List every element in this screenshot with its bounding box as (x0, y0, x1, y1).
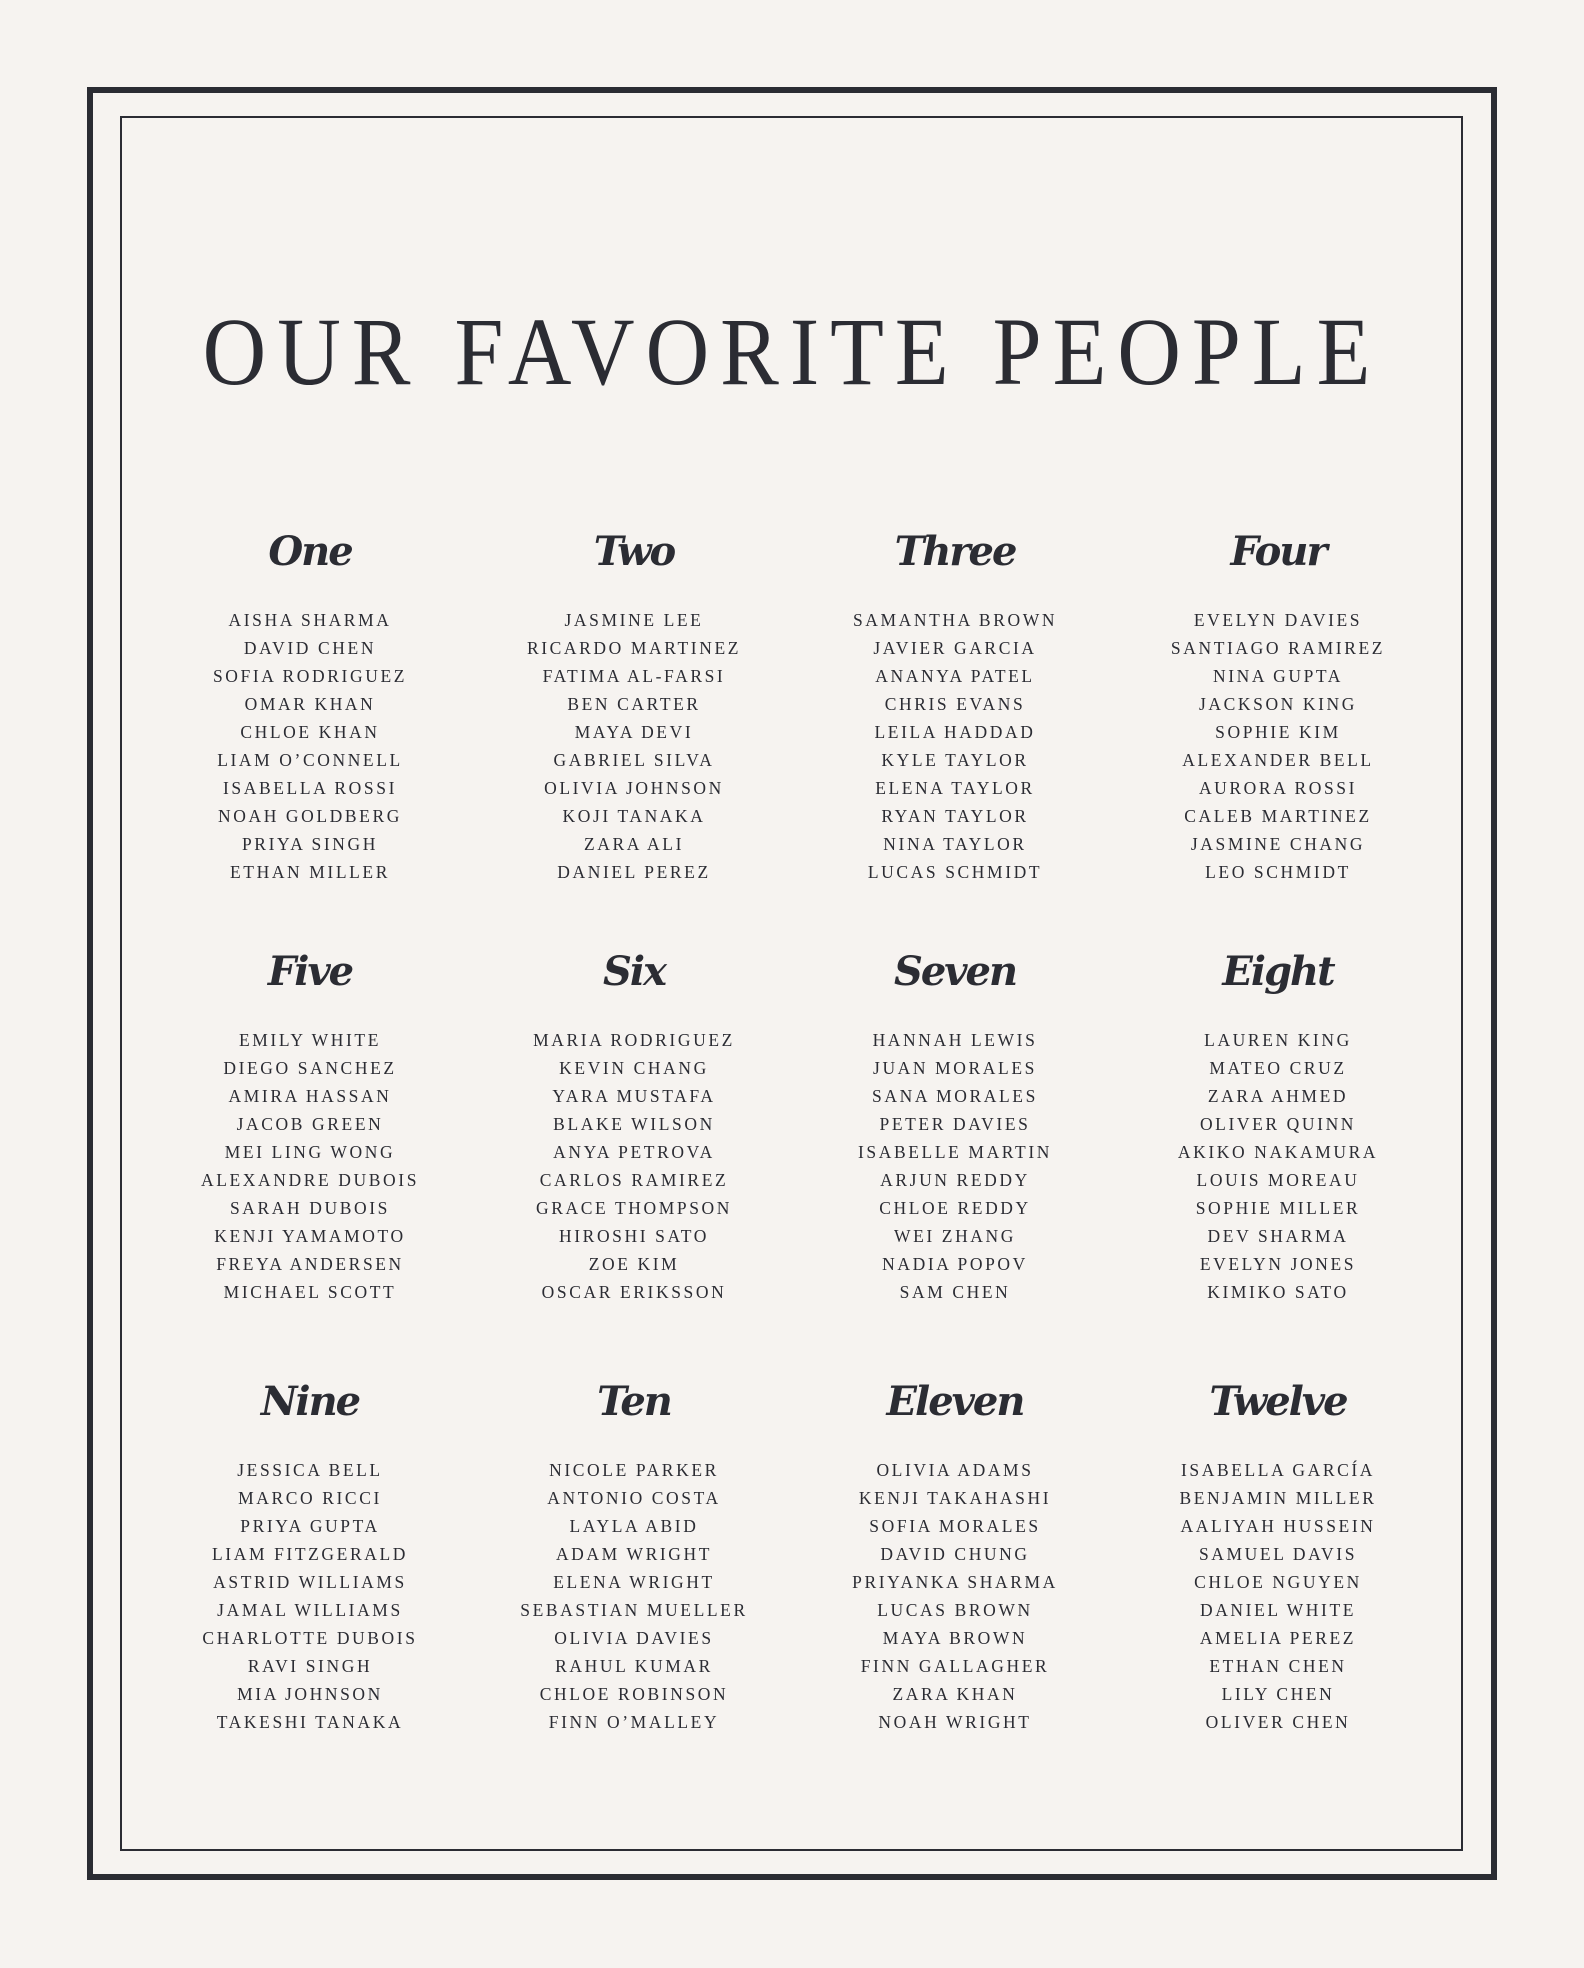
table-name: Five (267, 948, 353, 995)
guest-list (790, 1026, 1120, 1306)
guest-name: JACOB GREEN (236, 1114, 384, 1134)
guest-name: OMAR KHAN (244, 694, 376, 714)
guest-name: JESSICA BELL (237, 1460, 383, 1480)
guest-name: ISABELLE MARTIN (858, 1142, 1052, 1162)
guest-name: DIEGO SANCHEZ (223, 1058, 397, 1078)
table-name: Two (593, 528, 675, 575)
guest-name: MEI LING WONG (224, 1142, 396, 1162)
table-name: Seven (893, 948, 1017, 995)
guest-name: ALEXANDRE DUBOIS (200, 1170, 420, 1190)
guest-name: NOAH GOLDBERG (217, 806, 402, 826)
table-11 (790, 1378, 1120, 1736)
guest-name: LILY CHEN (1221, 1684, 1335, 1704)
guest-name: YARA MUSTAFA (552, 1086, 716, 1106)
guest-name: BENJAMIN MILLER (1179, 1488, 1377, 1508)
guest-name: DEV SHARMA (1207, 1226, 1349, 1246)
guest-name: JUAN MORALES (873, 1058, 1037, 1078)
guest-list (145, 606, 475, 886)
table-name: Three (894, 528, 1016, 575)
guest-name: PETER DAVIES (879, 1114, 1031, 1134)
guest-name: SANTIAGO RAMIREZ (1170, 638, 1386, 658)
guest-name: GABRIEL SILVA (553, 750, 715, 770)
guest-name: FINN GALLAGHER (860, 1656, 1050, 1676)
guest-name: ASTRID WILLIAMS (213, 1572, 407, 1592)
guest-name: ADAM WRIGHT (555, 1544, 713, 1564)
guest-list (145, 1456, 475, 1736)
guest-name: NOAH WRIGHT (878, 1712, 1032, 1732)
guest-name: EVELYN JONES (1199, 1254, 1357, 1274)
table-name: Four (1230, 528, 1326, 575)
guest-name: SOFIA RODRIGUEZ (212, 666, 408, 686)
guest-list (1113, 1026, 1443, 1306)
guest-name: NADIA POPOV (882, 1254, 1028, 1274)
guest-name: NINA GUPTA (1212, 666, 1344, 686)
guest-name: OLIVER CHEN (1205, 1712, 1351, 1732)
guest-name: AISHA SHARMA (228, 610, 392, 630)
guest-name: GRACE THOMPSON (535, 1198, 733, 1218)
table-1 (145, 528, 475, 886)
guest-name: KIMIKO SATO (1207, 1282, 1349, 1302)
guest-name: ISABELLA ROSSI (223, 778, 397, 798)
guest-list (469, 1026, 799, 1306)
guest-list (790, 1456, 1120, 1736)
guest-name: WEI ZHANG (893, 1226, 1017, 1246)
guest-name: FINN O’MALLEY (548, 1712, 720, 1732)
guest-name: MARIA RODRIGUEZ (533, 1030, 735, 1050)
guest-list (469, 606, 799, 886)
guest-name: DANIEL WHITE (1199, 1600, 1357, 1620)
guest-name: ELENA WRIGHT (553, 1572, 715, 1592)
guest-name: LIAM O’CONNELL (217, 750, 403, 770)
guest-name: LAYLA ABID (569, 1516, 699, 1536)
guest-name: ETHAN CHEN (1209, 1656, 1347, 1676)
table-4 (1113, 528, 1443, 886)
guest-name: DAVID CHUNG (880, 1544, 1030, 1564)
guest-name: SARAH DUBOIS (229, 1198, 391, 1218)
guest-name: KENJI YAMAMOTO (214, 1226, 406, 1246)
guest-name: SEBASTIAN MUELLER (520, 1600, 748, 1620)
guest-name: ANYA PETROVA (553, 1142, 715, 1162)
guest-name: CHLOE ROBINSON (539, 1684, 729, 1704)
table-12 (1113, 1378, 1443, 1736)
guest-name: BLAKE WILSON (553, 1114, 715, 1134)
guest-name: BEN CARTER (567, 694, 701, 714)
guest-name: DAVID CHEN (243, 638, 377, 658)
guest-name: CHARLOTTE DUBOIS (202, 1628, 418, 1648)
guest-name: EMILY WHITE (238, 1030, 382, 1050)
guest-name: KENJI TAKAHASHI (858, 1488, 1052, 1508)
guest-name: RAHUL KUMAR (555, 1656, 713, 1676)
guest-name: LEILA HADDAD (874, 722, 1036, 742)
guest-name: KYLE TAYLOR (881, 750, 1029, 770)
guest-name: ARJUN REDDY (880, 1170, 1030, 1190)
guest-name: ANANYA PATEL (875, 666, 1035, 686)
table-name: Six (603, 948, 665, 995)
table-10 (469, 1378, 799, 1736)
guest-name: MAYA DEVI (574, 722, 694, 742)
guest-list (1113, 606, 1443, 886)
guest-name: OSCAR ERIKSSON (541, 1282, 727, 1302)
guest-name: ANTONIO COSTA (547, 1488, 721, 1508)
guest-name: OLIVIA DAVIES (554, 1628, 714, 1648)
guest-name: SAMUEL DAVIS (1198, 1544, 1358, 1564)
guest-name: JASMINE CHANG (1190, 834, 1366, 854)
guest-name: CHLOE NGUYEN (1194, 1572, 1362, 1592)
guest-name: SOFIA MORALES (869, 1516, 1041, 1536)
guest-name: FATIMA AL-FARSI (542, 666, 726, 686)
guest-name: SOPHIE KIM (1215, 722, 1341, 742)
guest-name: SAMANTHA BROWN (852, 610, 1058, 630)
table-name: Eight (1222, 948, 1334, 995)
guest-name: HIROSHI SATO (559, 1226, 709, 1246)
table-name: Eleven (886, 1378, 1024, 1425)
guest-name: JACKSON KING (1198, 694, 1358, 714)
guest-name: KOJI TANAKA (562, 806, 706, 826)
table-5 (145, 948, 475, 1306)
guest-name: JAMAL WILLIAMS (217, 1600, 403, 1620)
guest-name: PRIYANKA SHARMA (852, 1572, 1058, 1592)
guest-name: AALIYAH HUSSEIN (1180, 1516, 1376, 1536)
guest-name: ZARA AHMED (1207, 1086, 1349, 1106)
table-6 (469, 948, 799, 1306)
guest-name: LOUIS MOREAU (1196, 1170, 1360, 1190)
guest-name: LIAM FITZGERALD (212, 1544, 408, 1564)
guest-name: AMELIA PEREZ (1199, 1628, 1357, 1648)
guest-name: RICARDO MARTINEZ (526, 638, 742, 658)
guest-name: LEO SCHMIDT (1205, 862, 1351, 882)
guest-name: MICHAEL SCOTT (223, 1282, 397, 1302)
table-3 (790, 528, 1120, 886)
guest-name: ZARA ALI (583, 834, 685, 854)
guest-name: ZARA KHAN (892, 1684, 1018, 1704)
guest-name: AKIKO NAKAMURA (1177, 1142, 1379, 1162)
guest-name: AURORA ROSSI (1198, 778, 1358, 798)
guest-name: LAUREN KING (1204, 1030, 1352, 1050)
guest-name: FREYA ANDERSEN (216, 1254, 404, 1274)
table-7 (790, 948, 1120, 1306)
guest-name: AMIRA HASSAN (228, 1086, 392, 1106)
page-title: OUR FAVORITE PEOPLE (202, 299, 1382, 407)
guest-name: RAVI SINGH (247, 1656, 373, 1676)
guest-name: SOPHIE MILLER (1195, 1198, 1361, 1218)
guest-list (469, 1456, 799, 1736)
guest-name: PRIYA GUPTA (240, 1516, 380, 1536)
guest-name: ETHAN MILLER (230, 862, 390, 882)
table-9 (145, 1378, 475, 1736)
guest-name: LUCAS BROWN (877, 1600, 1033, 1620)
table-2 (469, 528, 799, 886)
guest-list (145, 1026, 475, 1306)
guest-name: ELENA TAYLOR (875, 778, 1035, 798)
guest-name: EVELYN DAVIES (1193, 610, 1363, 630)
guest-name: JAVIER GARCIA (873, 638, 1037, 658)
guest-name: OLIVIA JOHNSON (544, 778, 724, 798)
guest-name: CARLOS RAMIREZ (539, 1170, 729, 1190)
guest-name: MARCO RICCI (238, 1488, 382, 1508)
table-8 (1113, 948, 1443, 1306)
guest-name: TAKESHI TANAKA (216, 1712, 404, 1732)
guest-name: KEVIN CHANG (559, 1058, 709, 1078)
table-name: Ten (597, 1378, 671, 1425)
table-name: Nine (260, 1378, 360, 1425)
guest-name: CHLOE KHAN (240, 722, 380, 742)
guest-list (1113, 1456, 1443, 1736)
guest-name: SANA MORALES (872, 1086, 1038, 1106)
guest-name: HANNAH LEWIS (872, 1030, 1038, 1050)
guest-name: LUCAS SCHMIDT (867, 862, 1043, 882)
guest-name: NINA TAYLOR (883, 834, 1027, 854)
guest-name: JASMINE LEE (564, 610, 704, 630)
guest-name: DANIEL PEREZ (557, 862, 711, 882)
guest-name: OLIVER QUINN (1199, 1114, 1357, 1134)
guest-name: NICOLE PARKER (549, 1460, 719, 1480)
guest-name: CHLOE REDDY (879, 1198, 1031, 1218)
guest-name: ISABELLA GARCÍA (1180, 1460, 1376, 1480)
guest-name: OLIVIA ADAMS (876, 1460, 1034, 1480)
guest-name: SAM CHEN (899, 1282, 1011, 1302)
guest-name: MIA JOHNSON (237, 1684, 383, 1704)
guest-name: CHRIS EVANS (884, 694, 1026, 714)
table-name: Twelve (1209, 1378, 1347, 1425)
guest-list (790, 606, 1120, 886)
guest-name: MATEO CRUZ (1209, 1058, 1347, 1078)
guest-name: RYAN TAYLOR (881, 806, 1029, 826)
guest-name: CALEB MARTINEZ (1184, 806, 1372, 826)
guest-name: ALEXANDER BELL (1182, 750, 1374, 770)
guest-name: ZOE KIM (588, 1254, 680, 1274)
guest-name: MAYA BROWN (882, 1628, 1028, 1648)
table-name: One (268, 528, 352, 575)
guest-name: PRIYA SINGH (241, 834, 379, 854)
